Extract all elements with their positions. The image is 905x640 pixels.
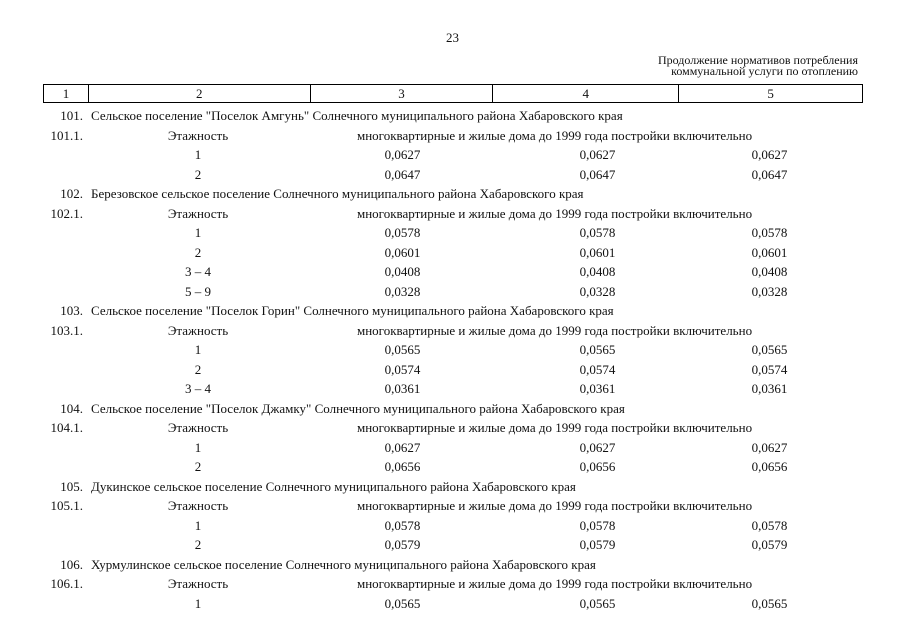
floors-cell: 1 [194,595,202,611]
header-cell-2: 2 [88,85,310,103]
table-row [0,379,905,399]
section-title: Сельское поселение "Поселок Амгунь" Солнечного муниципального района Хабаровского края [91,108,623,123]
subsection-number: 103.1. [50,322,83,338]
table-row [0,340,905,360]
value-cell-col3: 0,0656 [384,459,421,474]
value-cell-col5: 0,0578 [751,225,788,240]
section-title: Березовское сельское поселение Солнечного муниципального района Хабаровского края [91,186,584,201]
header-cell-3: 3 [310,85,493,103]
value-cell-col3: 0,0408 [384,264,421,279]
value-cell-col5: 0,0647 [751,166,788,182]
section-title-row [0,184,905,204]
value-cell-col4: 0,0578 [579,225,616,240]
floors-cell: 1 [194,342,202,357]
section-title-row [0,555,905,575]
subsection-label: Этажность [167,127,229,143]
page-number: 23 [446,30,459,45]
caption-line-2: коммунальной услуги по отоплению [671,64,858,78]
value-cell-col4: 0,0627 [579,147,616,162]
table-header [43,84,863,103]
subsection-label: Этажность [167,322,229,338]
value-cell-col4: 0,0408 [579,264,616,279]
value-cell-col5: 0,0627 [751,439,788,455]
section-title: Сельское поселение "Поселок Джамку" Солнечного муниципального района Хабаровского края [91,400,625,416]
value-cell-col5: 0,0565 [751,342,788,357]
subsection-number: 104.1. [50,420,83,435]
value-cell-col3: 0,0565 [384,342,421,357]
subsection-description: многоквартирные и жилые дома до 1999 года постройки включительно [357,322,753,338]
value-cell-col4: 0,0579 [579,537,616,552]
subsection-row [0,418,905,438]
value-cell-col5: 0,0601 [751,244,788,260]
subsection-row [0,496,905,516]
floors-cell: 2 [194,537,202,552]
value-cell-col4: 0,0565 [579,595,616,611]
section-title: Сельское поселение "Поселок Горин" Солнечного муниципального района Хабаровского края [91,303,614,318]
header-cell-5: 5 [679,85,863,103]
floors-cell: 1 [194,225,202,240]
value-cell-col3: 0,0579 [384,537,421,552]
value-cell-col4: 0,0647 [579,166,616,182]
subsection-number: 106.1. [50,576,83,591]
value-cell-col3: 0,0574 [384,361,421,377]
value-cell-col4: 0,0361 [579,381,616,396]
table-row [0,262,905,282]
value-cell-col3: 0,0565 [384,595,421,611]
section-number: 105. [60,478,83,494]
value-cell-col5: 0,0574 [751,361,788,377]
section-title-row [0,301,905,321]
value-cell-col3: 0,0601 [384,244,421,260]
value-cell-col5: 0,0656 [751,459,788,474]
subsection-description: многоквартирные и жилые дома до 1999 года постройки включительно [357,498,753,513]
subsection-description: многоквартирные и жилые дома до 1999 года постройки включительно [357,127,753,143]
table-row [0,223,905,243]
section-number: 103. [60,303,83,318]
value-cell-col4: 0,0574 [579,361,616,377]
table-row [0,438,905,458]
table-row [0,457,905,477]
table-row [0,243,905,263]
section-title-row [0,399,905,419]
value-cell-col4: 0,0656 [579,459,616,474]
table-row [0,535,905,555]
floors-cell: 2 [194,166,202,182]
table-caption [658,55,858,77]
subsection-number: 101.1. [50,127,83,143]
header-row [44,85,863,103]
value-cell-col4: 0,0627 [579,439,616,455]
subsection-label: Этажность [167,576,229,591]
floors-cell: 3 – 4 [185,264,211,279]
floors-cell: 1 [194,147,202,162]
table-row [0,516,905,536]
table-body [0,106,905,613]
table-row [0,282,905,302]
value-cell-col5: 0,0627 [751,147,788,162]
value-cell-col4: 0,0578 [579,517,616,533]
subsection-description: многоквартирные и жилые дома до 1999 года постройки включительно [357,576,753,591]
floors-cell: 2 [194,244,202,260]
table-row [0,360,905,380]
section-title: Дукинское сельское поселение Солнечного муниципального района Хабаровского края [91,478,576,494]
value-cell-col3: 0,0627 [384,147,421,162]
subsection-row [0,321,905,341]
subsection-row [0,574,905,594]
subsection-number: 102.1. [50,205,83,221]
section-number: 102. [60,186,83,201]
value-cell-col4: 0,0601 [579,244,616,260]
subsection-row [0,126,905,146]
floors-cell: 2 [194,459,202,474]
header-cell-1: 1 [44,85,89,103]
floors-cell: 2 [194,361,202,377]
floors-cell: 5 – 9 [185,283,211,299]
value-cell-col3: 0,0361 [384,381,421,396]
value-cell-col5: 0,0565 [751,595,788,611]
value-cell-col3: 0,0578 [384,225,421,240]
value-cell-col4: 0,0328 [579,283,616,299]
subsection-row [0,204,905,224]
value-cell-col3: 0,0627 [384,439,421,455]
table-row [0,165,905,185]
value-cell-col3: 0,0647 [384,166,421,182]
floors-cell: 1 [194,439,202,455]
subsection-label: Этажность [167,498,229,513]
subsection-description: многоквартирные и жилые дома до 1999 года постройки включительно [357,420,753,435]
subsection-label: Этажность [167,205,229,221]
value-cell-col5: 0,0408 [751,264,788,279]
subsection-label: Этажность [167,420,229,435]
value-cell-col3: 0,0328 [384,283,421,299]
floors-cell: 1 [194,517,202,533]
section-title-row [0,106,905,126]
value-cell-col5: 0,0361 [751,381,788,396]
value-cell-col5: 0,0578 [751,517,788,533]
header-cell-4: 4 [493,85,679,103]
caption-line-1: Продолжение нормативов потребления [657,53,858,67]
value-cell-col3: 0,0578 [384,517,421,533]
section-number: 101. [60,108,83,123]
table-row [0,145,905,165]
floors-cell: 3 – 4 [185,381,211,396]
subsection-number: 105.1. [50,498,83,513]
section-number: 104. [60,400,83,416]
value-cell-col5: 0,0579 [751,537,788,552]
value-cell-col4: 0,0565 [579,342,616,357]
section-title-row [0,477,905,497]
value-cell-col5: 0,0328 [751,283,788,299]
section-title: Хурмулинское сельское поселение Солнечного муниципального района Хабаровского края [91,556,596,572]
table-row [0,594,905,614]
subsection-description: многоквартирные и жилые дома до 1999 года постройки включительно [357,205,753,221]
section-number: 106. [60,556,83,572]
